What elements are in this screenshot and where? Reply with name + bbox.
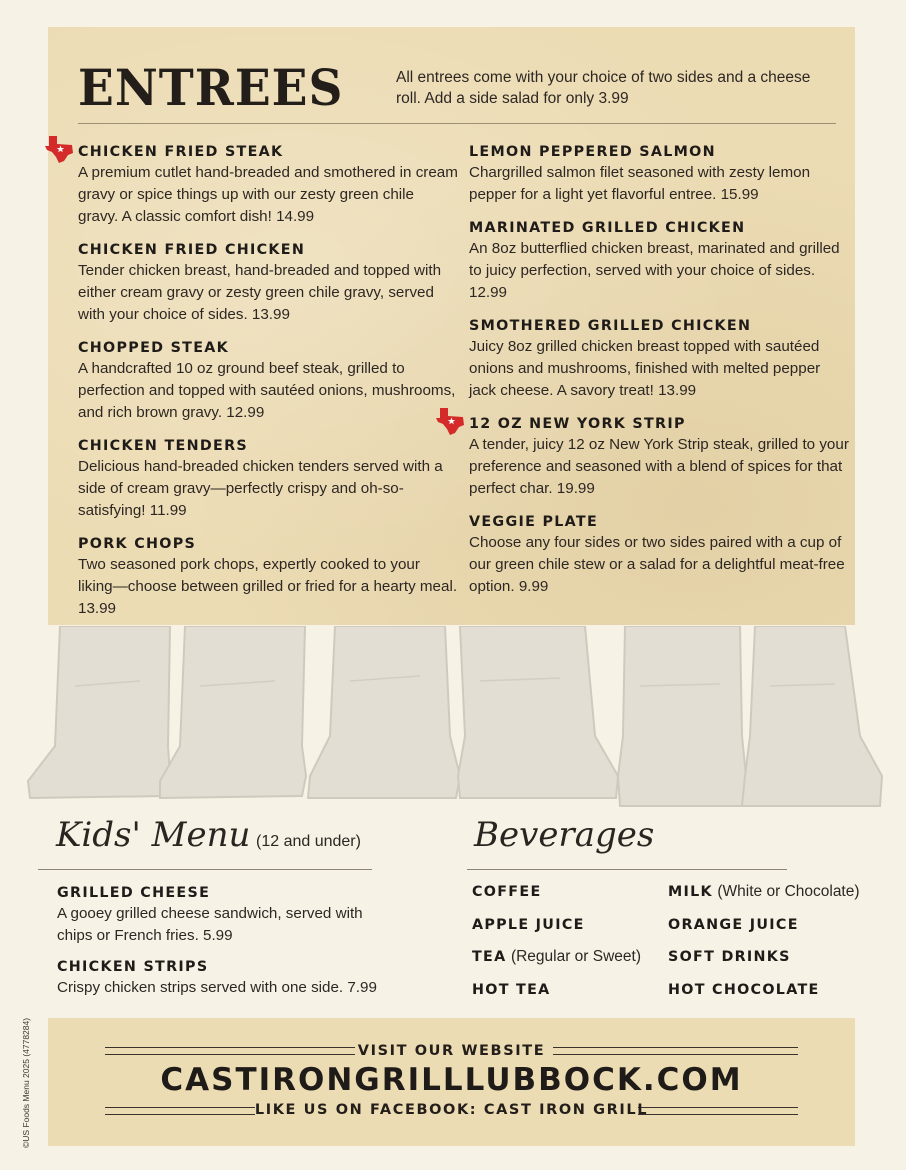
entrees-note: All entrees come with your choice of two sides and a cheese roll. Add a side salad for only 3.99 [396,69,811,107]
item-name: CHICKEN TENDERS [78,438,248,454]
divider [38,869,372,870]
item-desc: Choose any four sides or two sides paired with a cup of our green chile stew or a salad for a delightful meat-free option. 9.99 [469,534,845,595]
menu-item [469,512,849,598]
item-desc: Crispy chicken strips served with one side. 7.99 [57,979,377,996]
divider [467,869,787,870]
beverage-item [472,880,542,904]
item-desc: A handcrafted 10 oz ground beef steak, grilled to perfection and topped with sautéed onions, mushrooms, and rich brown gravy. 12.99 [78,360,456,421]
beverage-item [472,913,585,937]
entrees-right-column [469,142,849,610]
item-name: CHICKEN STRIPS [57,959,209,975]
beverage-note: (White or Chocolate) [717,883,860,900]
kids-menu-list [57,883,387,1009]
beverage-name: HOT TEA [472,982,551,998]
menu-item [78,436,458,522]
menu-item [57,957,387,999]
item-name: CHICKEN FRIED STEAK [78,144,284,160]
item-desc: An 8oz butterflied chicken breast, marinated and grilled to juicy perfection, served with your choice of sides. 12.99 [469,240,840,301]
beverage-name: APPLE JUICE [472,917,585,933]
beverage-item [668,880,860,904]
beverage-item [472,945,641,969]
beverage-name: ORANGE JUICE [668,917,799,933]
beverage-name: COFFEE [472,884,542,900]
beverage-name: MILK [668,884,713,900]
beverage-item [668,945,791,969]
beverage-item [668,978,820,1002]
item-name: VEGGIE PLATE [469,514,599,530]
beverage-item [472,978,551,1002]
footer-panel [48,1018,855,1146]
item-name: 12 OZ NEW YORK STRIP [469,416,686,432]
menu-item [469,414,849,500]
menu-item [78,338,458,424]
item-name: GRILLED CHEESE [57,885,211,901]
beverages-title: Beverages [474,815,655,855]
item-desc: Chargrilled salmon filet seasoned with zesty lemon pepper for a light yet flavorful entree. 15.99 [469,164,811,203]
menu-item [469,142,849,206]
entrees-panel [48,27,855,625]
item-name: MARINATED GRILLED CHICKEN [469,220,746,236]
item-name: LEMON PEPPERED SALMON [469,144,716,160]
item-name: SMOTHERED GRILLED CHICKEN [469,318,752,334]
entrees-title: ENTREES [78,59,344,118]
menu-item [78,142,458,228]
copyright-text: ©US Foods Menu 2025 (4778284) [21,1017,31,1148]
item-desc: Delicious hand-breaded chicken tenders served with a side of cream gravy—perfectly crispy and oh-so-satisfying! 11.99 [78,458,443,519]
menu-item [469,316,849,402]
beverage-note: (Regular or Sweet) [510,948,642,965]
menu-item [469,218,849,304]
item-desc: Two seasoned pork chops, expertly cooked to your liking—choose between grilled or fried for a hearty meal. 13.99 [78,556,458,617]
item-desc: A tender, juicy 12 oz New York Strip steak, grilled to your preference and seasoned with a blend of spices for that perfect char. 19.99 [469,436,849,497]
texas-star-icon [434,406,466,436]
entrees-left-column [78,142,458,632]
facebook-label: LIKE US ON FACEBOOK: CAST IRON GRILL [254,1102,649,1118]
item-desc: Juicy 8oz grilled chicken breast topped with sautéed onions and mushrooms, finished with melted pepper jack cheese. A savory treat! 13.99 [469,338,821,399]
item-name: PORK CHOPS [78,536,197,552]
kids-menu-subtitle: (12 and under) [256,833,361,850]
item-name: CHICKEN FRIED CHICKEN [78,242,306,258]
item-name: CHOPPED STEAK [78,340,230,356]
visit-website-label: VISIT OUR WEBSITE [357,1043,546,1059]
menu-item [78,534,458,620]
menu-item [78,240,458,326]
website-url-link[interactable]: CASTIRONGRILLLUBBOCK.COM [160,1062,743,1098]
kids-menu-title: Kids' Menu [56,815,251,855]
divider [78,123,836,124]
beverage-item [668,913,799,937]
item-desc: Tender chicken breast, hand-breaded and topped with either cream gravy or zesty green chile gravy, served with your choice of sides. 13.99 [78,262,442,323]
texas-star-icon [43,134,75,164]
item-desc: A gooey grilled cheese sandwich, served with chips or French fries. 5.99 [57,905,363,944]
beverage-name: SOFT DRINKS [668,949,791,965]
beverage-name: HOT CHOCOLATE [668,982,820,998]
item-desc: A premium cutlet hand-breaded and smothered in cream gravy or spice things up with our zesty green chile gravy. A classic comfort dish! 14.99 [78,164,458,225]
menu-item [57,883,387,947]
beverage-name: TEA [472,949,507,965]
cowboy-boots-illustration [20,626,886,810]
